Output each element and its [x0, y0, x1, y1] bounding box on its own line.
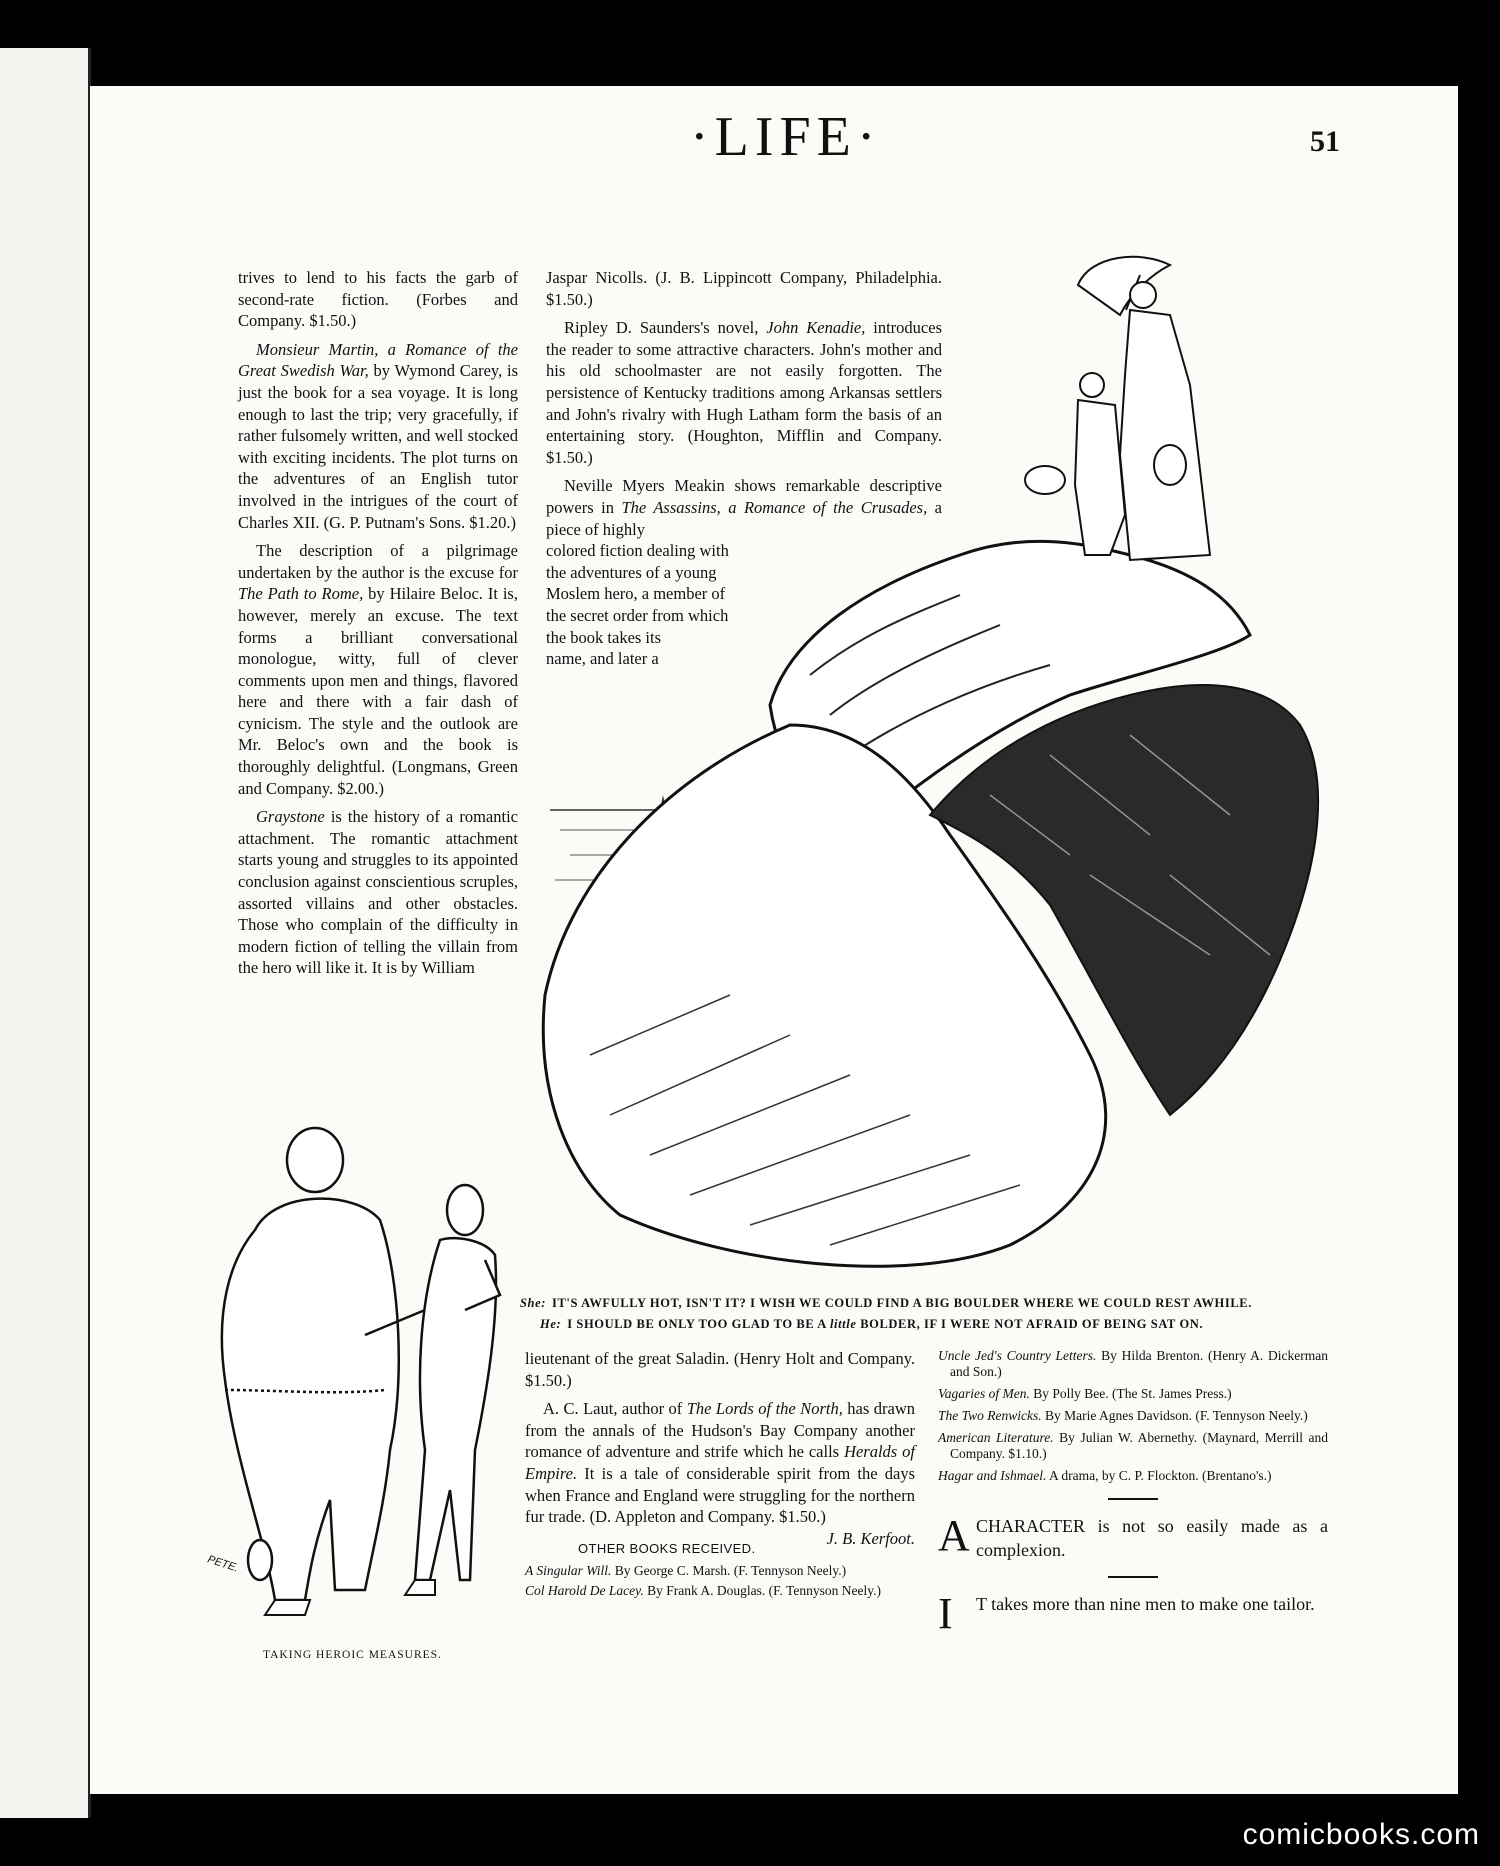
book-details: By Polly Bee. (The St. James Press.)	[1029, 1386, 1232, 1401]
text-line: colored fiction dealing with	[546, 541, 729, 561]
paragraph-text: Ripley D. Saunders's novel,	[564, 318, 767, 338]
book-details: A drama, by C. P. Flockton. (Brentano's.)	[1046, 1468, 1272, 1483]
left-page-edge	[0, 48, 91, 1818]
dialogue-text: IT'S AWFULLY HOT, ISN'T IT? I WISH WE COULD FIND A BIG BOULDER WHERE WE COULD REST AWHILE.	[552, 1296, 1252, 1310]
book-title: Hagar and Ishmael.	[938, 1468, 1047, 1483]
quip	[938, 1511, 1328, 1562]
paragraph-text: A. C. Laut, author of	[543, 1399, 687, 1419]
page-number: 51	[1310, 125, 1340, 158]
book-title: Monsieur Martin, a Romance of the Great Swedish War,	[238, 339, 518, 381]
book-title: American Literature.	[938, 1430, 1054, 1445]
drop-cap: I	[938, 1589, 953, 1638]
speaker-label: He:	[540, 1317, 562, 1331]
paragraph	[238, 806, 518, 979]
paragraph-text: It is a tale of considerable spirit from the days when France and England were struggling for the northern fur trade. (D. Appleton and Company. $1.50.)	[525, 1463, 915, 1527]
book-title: The Assassins, a Romance of the Crusades,	[621, 497, 928, 517]
list-item	[938, 1408, 1328, 1424]
reviewer-signature: J. B. Kerfoot.	[826, 1528, 915, 1548]
book-title: A Singular Will.	[525, 1563, 612, 1579]
book-title: The Path to Rome,	[238, 584, 364, 604]
list-item	[938, 1468, 1328, 1484]
dialogue-text: I SHOULD BE ONLY TOO GLAD TO BE A	[567, 1317, 830, 1331]
column-4	[938, 1348, 1329, 1638]
paragraph-text: by Wymond Carey, is just the book for a sea voyage. It is long enough to last the trip; very gracefully, if rather fulsomely written, and well stocked with exciting incidents. The plot turns on the adventures of an English tutor involved in the intrigues of the court of Charles XII. (G. P. Putnam's Sons. $1.20.)	[238, 361, 518, 532]
dialogue-text: BOLDER, IF I WERE NOT AFRAID OF BEING SAT ON.	[856, 1317, 1204, 1331]
paragraph-text: Neville Myers Meakin shows remarkable descriptive powers in	[546, 476, 942, 517]
paragraph	[238, 540, 518, 799]
text-line: the secret order from which	[546, 605, 729, 625]
quip	[938, 1589, 1328, 1638]
divider	[1108, 1576, 1158, 1578]
text-line: the book takes its	[546, 627, 662, 647]
book-title: Heralds of Empire.	[525, 1442, 916, 1483]
paragraph-text: introduces the reader to some attractive characters. John's mother and his old schoolmaster are not easily forgotten. The persistence of Kentucky traditions among Arkansas settlers and John's rivalry with Hugh Latham form the basis of an entertaining story. (Houghton, Mifflin and Company. $1.50.)	[546, 318, 942, 467]
book-details: By Julian W. Abernethy. (Maynard, Merrill and Company. $1.10.)	[950, 1430, 1329, 1461]
paragraph-text: The description of a pilgrimage undertaken by the author is the excuse for	[238, 541, 518, 582]
cartoon-signature: PETE.	[205, 1553, 240, 1575]
book-title: Col Harold De Lacey.	[525, 1583, 644, 1599]
paragraph: trives to lend to his facts the garb of second-rate fiction. (Forbes and Company. $1.50.)	[238, 268, 518, 331]
list-item	[525, 1583, 915, 1599]
book-title: The Lords of the North,	[686, 1399, 843, 1419]
drop-cap: A	[938, 1511, 970, 1560]
book-title: John Kenadie,	[766, 318, 866, 338]
watermark: comicbooks.com	[1242, 1818, 1480, 1851]
cartoon-illustration	[215, 1120, 535, 1640]
paragraph-text: a piece of highly	[546, 497, 942, 539]
other-books-list	[525, 1563, 915, 1599]
quip-text: CHARACTER is not so easily made as a complexion.	[976, 1516, 1328, 1560]
paragraph-text: is the history of a romantic attachment. The romantic attachment starts young and struggles to its appointed conclusion against conscientious scruples, assorted villains and other obstacles. Those who complain of the difficulty in modern fiction of telling the villain from the hero will like it. It is by William	[238, 807, 518, 978]
book-details: By Hilda Brenton. (Henry A. Dickerman and Son.)	[950, 1348, 1328, 1379]
column-1	[238, 267, 518, 986]
emphasis: little	[829, 1317, 857, 1331]
paragraph-text: has drawn from the annals of the Hudson's Bay Company another romance of adventure and strife which he calls	[525, 1399, 915, 1462]
list-item	[938, 1386, 1328, 1402]
divider	[1108, 1498, 1158, 1500]
cartoon-caption: TAKING HEROIC MEASURES.	[263, 1649, 442, 1661]
book-title: Vagaries of Men.	[938, 1386, 1030, 1401]
list-item	[525, 1563, 915, 1579]
other-books-heading: OTHER BOOKS RECEIVED.	[578, 1540, 756, 1556]
caption-line-he	[520, 1314, 1340, 1335]
book-details: By George C. Marsh. (F. Tennyson Neely.)	[611, 1563, 847, 1579]
text-line: name, and later a	[546, 649, 659, 669]
text-line: Moslem hero, a member of	[546, 584, 726, 604]
boulder-illustration	[530, 255, 1330, 1280]
paragraph	[238, 339, 518, 533]
paragraph-text: by Hilaire Beloc. It is, however, merely an excuse. The text forms a brilliant conversational monologue, witty, full of clever comments upon men and things, flavored here and there with a fair dash of cynicism. The style and the outlook are Mr. Beloc's own and the book is thoroughly delightful. (Longmans, Green and Company. $2.00.)	[238, 584, 518, 798]
illustration-caption	[520, 1293, 1340, 1335]
book-title: Graystone	[256, 807, 325, 827]
speaker-label: She:	[520, 1296, 547, 1310]
book-title: The Two Renwicks.	[938, 1408, 1042, 1423]
paragraph: Jaspar Nicolls. (J. B. Lippincott Company, Philadelphia. $1.50.)	[546, 268, 942, 309]
book-details: By Frank A. Douglas. (F. Tennyson Neely.)	[643, 1583, 881, 1599]
paragraph: lieutenant of the great Saladin. (Henry Holt and Company. $1.50.)	[525, 1349, 915, 1390]
text-line: the adventures of a young	[546, 562, 717, 582]
masthead-title: ·LIFE·	[690, 106, 882, 168]
couple-figures	[1025, 257, 1210, 560]
list-item	[938, 1348, 1328, 1380]
book-details: By Marie Agnes Davidson. (F. Tennyson Neely.)	[1041, 1408, 1308, 1423]
column-3	[525, 1348, 915, 1603]
list-item	[938, 1430, 1328, 1462]
caption-line-she	[520, 1293, 1340, 1314]
book-title: Uncle Jed's Country Letters.	[938, 1348, 1097, 1363]
quip-text: T takes more than nine men to make one tailor.	[976, 1594, 1315, 1614]
